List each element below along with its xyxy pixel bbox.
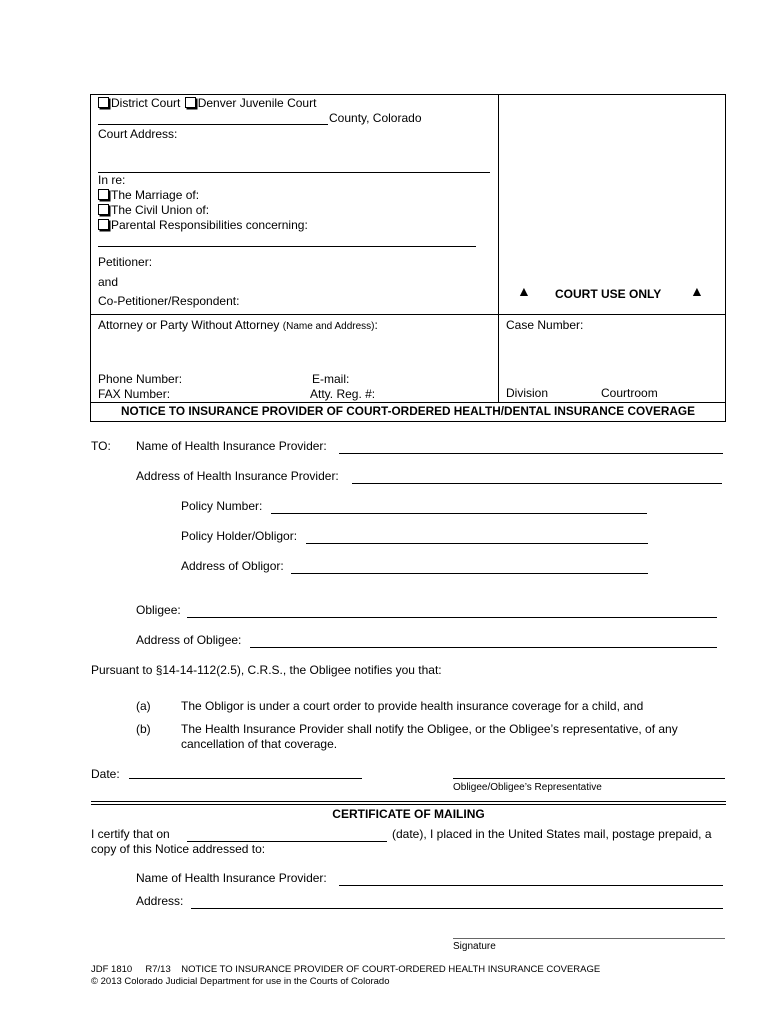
email-label: E-mail: xyxy=(312,372,350,386)
in-re-label: In re: xyxy=(98,173,126,187)
parental-option xyxy=(98,218,308,232)
court-address-blank[interactable] xyxy=(98,172,490,173)
civil-union-label: The Civil Union of: xyxy=(111,203,210,217)
certify-line2: copy of this Notice addressed to: xyxy=(91,842,266,856)
cert-provider-name-blank[interactable] xyxy=(339,885,723,886)
footer-copyright: © 2013 Colorado Judicial Department for use in the Courts of Colorado xyxy=(91,976,390,987)
provider-name-label: Name of Health Insurance Provider: xyxy=(136,439,327,453)
obligee-rep-label: Obligee/Obligee’s Representative xyxy=(453,782,602,793)
to-label: TO: xyxy=(91,439,111,453)
district-court-checkbox[interactable] xyxy=(98,97,109,108)
cert-address-label: Address: xyxy=(136,894,184,908)
policy-number-label: Policy Number: xyxy=(181,499,263,513)
copetitioner-label: Co-Petitioner/Respondent: xyxy=(98,294,240,308)
triangle-right-icon: ▲ xyxy=(690,283,704,299)
attorney-label-main: Attorney or Party Without Attorney xyxy=(98,318,280,332)
triangle-left-icon: ▲ xyxy=(517,283,531,299)
marriage-checkbox[interactable] xyxy=(98,189,109,200)
item-a-text: The Obligor is under a court order to provide health insurance coverage for a child, and xyxy=(181,699,644,713)
item-b-line2: cancellation of that coverage. xyxy=(181,737,338,751)
section-divider xyxy=(91,801,726,805)
county-label: County, Colorado xyxy=(329,111,422,125)
district-court-label: District Court xyxy=(111,96,181,110)
pursuant-text: Pursuant to §14-14-112(2.5), C.R.S., the Obligee notifies you that: xyxy=(91,663,442,677)
parental-label: Parental Responsibilities concerning: xyxy=(111,218,308,232)
obligor-address-blank[interactable] xyxy=(291,573,648,574)
atty-reg-label: Atty. Reg. #: xyxy=(310,387,376,401)
item-b-line1: The Health Insurance Provider shall notify the Obligee, or the Obligee’s representative, of any xyxy=(181,722,678,736)
civil-union-checkbox[interactable] xyxy=(98,204,109,215)
court-type-options xyxy=(98,96,316,110)
fax-label: FAX Number: xyxy=(98,387,171,401)
juvenile-court-label: Denver Juvenile Court xyxy=(197,96,317,110)
phone-label: Phone Number: xyxy=(98,372,183,386)
obligee-address-blank[interactable] xyxy=(250,647,717,648)
civil-union-option xyxy=(98,203,209,217)
signature-label: Signature xyxy=(453,941,496,952)
date-label: Date: xyxy=(91,767,120,781)
cert-provider-name-label: Name of Health Insurance Provider: xyxy=(136,871,327,885)
attorney-label-sub: (Name and Address) xyxy=(282,321,375,332)
and-label: and xyxy=(98,275,119,289)
court-address-label: Court Address: xyxy=(98,127,178,141)
juvenile-court-checkbox[interactable] xyxy=(185,97,196,108)
policy-holder-label: Policy Holder/Obligor: xyxy=(181,529,298,543)
provider-name-blank[interactable] xyxy=(339,453,723,454)
parental-checkbox[interactable] xyxy=(98,219,109,230)
obligee-signature-line[interactable] xyxy=(453,778,725,779)
footer-form-id: JDF 1810 R7/13 NOTICE TO INSURANCE PROVIDER OF COURT-ORDERED HEALTH INSURANCE COVERAGE xyxy=(91,964,601,975)
obligee-address-label: Address of Obligee: xyxy=(136,633,242,647)
policy-holder-blank[interactable] xyxy=(306,543,648,544)
court-use-only: COURT USE ONLY xyxy=(555,287,662,301)
obligor-address-label: Address of Obligor: xyxy=(181,559,284,573)
county-blank[interactable] xyxy=(98,124,328,125)
item-a-marker: (a) xyxy=(136,699,151,713)
policy-number-blank[interactable] xyxy=(271,513,647,514)
certify-rest: (date), I placed in the United States mail, postage prepaid, a xyxy=(392,827,712,841)
courtroom-label: Courtroom xyxy=(601,386,658,400)
cert-address-blank[interactable] xyxy=(191,908,723,909)
item-b-marker: (b) xyxy=(136,722,151,736)
obligee-blank[interactable] xyxy=(187,617,717,618)
date-blank[interactable] xyxy=(129,778,362,779)
attorney-label xyxy=(98,318,378,332)
marriage-label: The Marriage of: xyxy=(111,188,200,202)
provider-address-label: Address of Health Insurance Provider: xyxy=(136,469,339,483)
signature-line[interactable] xyxy=(453,938,725,939)
attorney-label-colon: : xyxy=(374,318,378,332)
division-label: Division xyxy=(506,386,549,400)
petitioner-label: Petitioner: xyxy=(98,255,153,269)
provider-address-blank[interactable] xyxy=(352,483,722,484)
obligee-label: Obligee: xyxy=(136,603,181,617)
certificate-title: CERTIFICATE OF MAILING xyxy=(332,807,485,821)
case-number-label: Case Number: xyxy=(506,318,584,332)
parties-blank[interactable] xyxy=(98,246,476,247)
form-title: NOTICE TO INSURANCE PROVIDER OF COURT-ORDERED HEALTH/DENTAL INSURANCE COVERAGE xyxy=(121,404,695,418)
marriage-option xyxy=(98,188,199,202)
certify-start: I certify that on xyxy=(91,827,170,841)
